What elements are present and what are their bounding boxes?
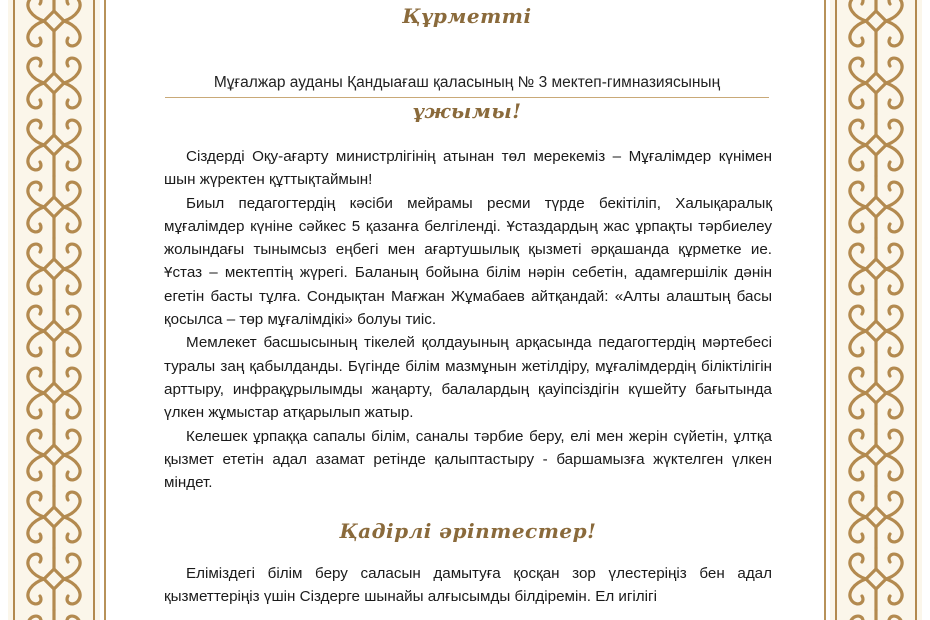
border-line-left [104,0,106,620]
heading-collective: ұжымы! [412,99,522,123]
paragraph-5: Еліміздегі білім беру саласын дамытуға қосқан зор үлестеріңіз бен адал қызметтеріңіз үшін Сіздерге шынайы алғысымды білдіремін. Ел игілігі [164,564,772,606]
heading-colleagues: Қадірлі әріптестер! [339,519,597,544]
school-name-subtitle: Мұғалжар ауданы Қандыағаш қаласының № 3 мектеп-гимназиясының [213,74,721,91]
ornamental-border-right [830,0,922,620]
border-line-right [824,0,826,620]
ornamental-border-left [8,0,100,620]
paragraph-3: Мемлекет басшысының тікелей қолдауының арқасында педагогтердің мәртебесі туралы заң қабылданды. Бүгінде білім мазмұнын жетілдіру, мұғалімдердің біліктілігін арттыру, инфрақұрылымды жаңарту, балалардың қауіпсіздігін күшейту бағытында үлкен жұмыстар атқарылып жатыр. [164,334,772,422]
letter-body [164,145,772,608]
heading-honored: Құрметті [402,4,532,28]
paragraph-2: Биыл педагогтердің кәсіби мейрамы ресми түрде бекітіліп, Халықаралық мұғалімдер күніне сәйкес 5 қазанға белгіленді. Ұстаздардың жас ұрпақты тәрбиелеу жолындағы тынымсыз еңбегі мен ағартушылық қызметі әрқашанда құрметке ие. Ұстаз – мектептің жүрегі. Баланың бойына білім нәрін себетін, адамгершілік дәнін егетін басты тұлға. Сондықтан Мағжан Жұмабаев айтқандай: «Алты алаштың басы қосылса – төр мұғалімдікі» болуы тиіс. [164,194,772,329]
paragraph-1: Сіздерді Оқу-ағарту министрлігінің атынан төл мерекеміз – Мұғалімдер күнімен шын жүректен құттықтаймын! [164,148,772,189]
divider [165,97,769,98]
ornament-pattern [8,0,100,620]
paragraph-4: Келешек ұрпаққа сапалы білім, саналы тәрбие беру, елі мен жерін сүйетін, ұлтқа қызмет ететін адал азамат ретінде қалыптастыру - баршамызға жүктелген үлкен міндет. [164,427,772,492]
ornament-pattern [830,0,922,620]
letter-content [160,0,774,620]
